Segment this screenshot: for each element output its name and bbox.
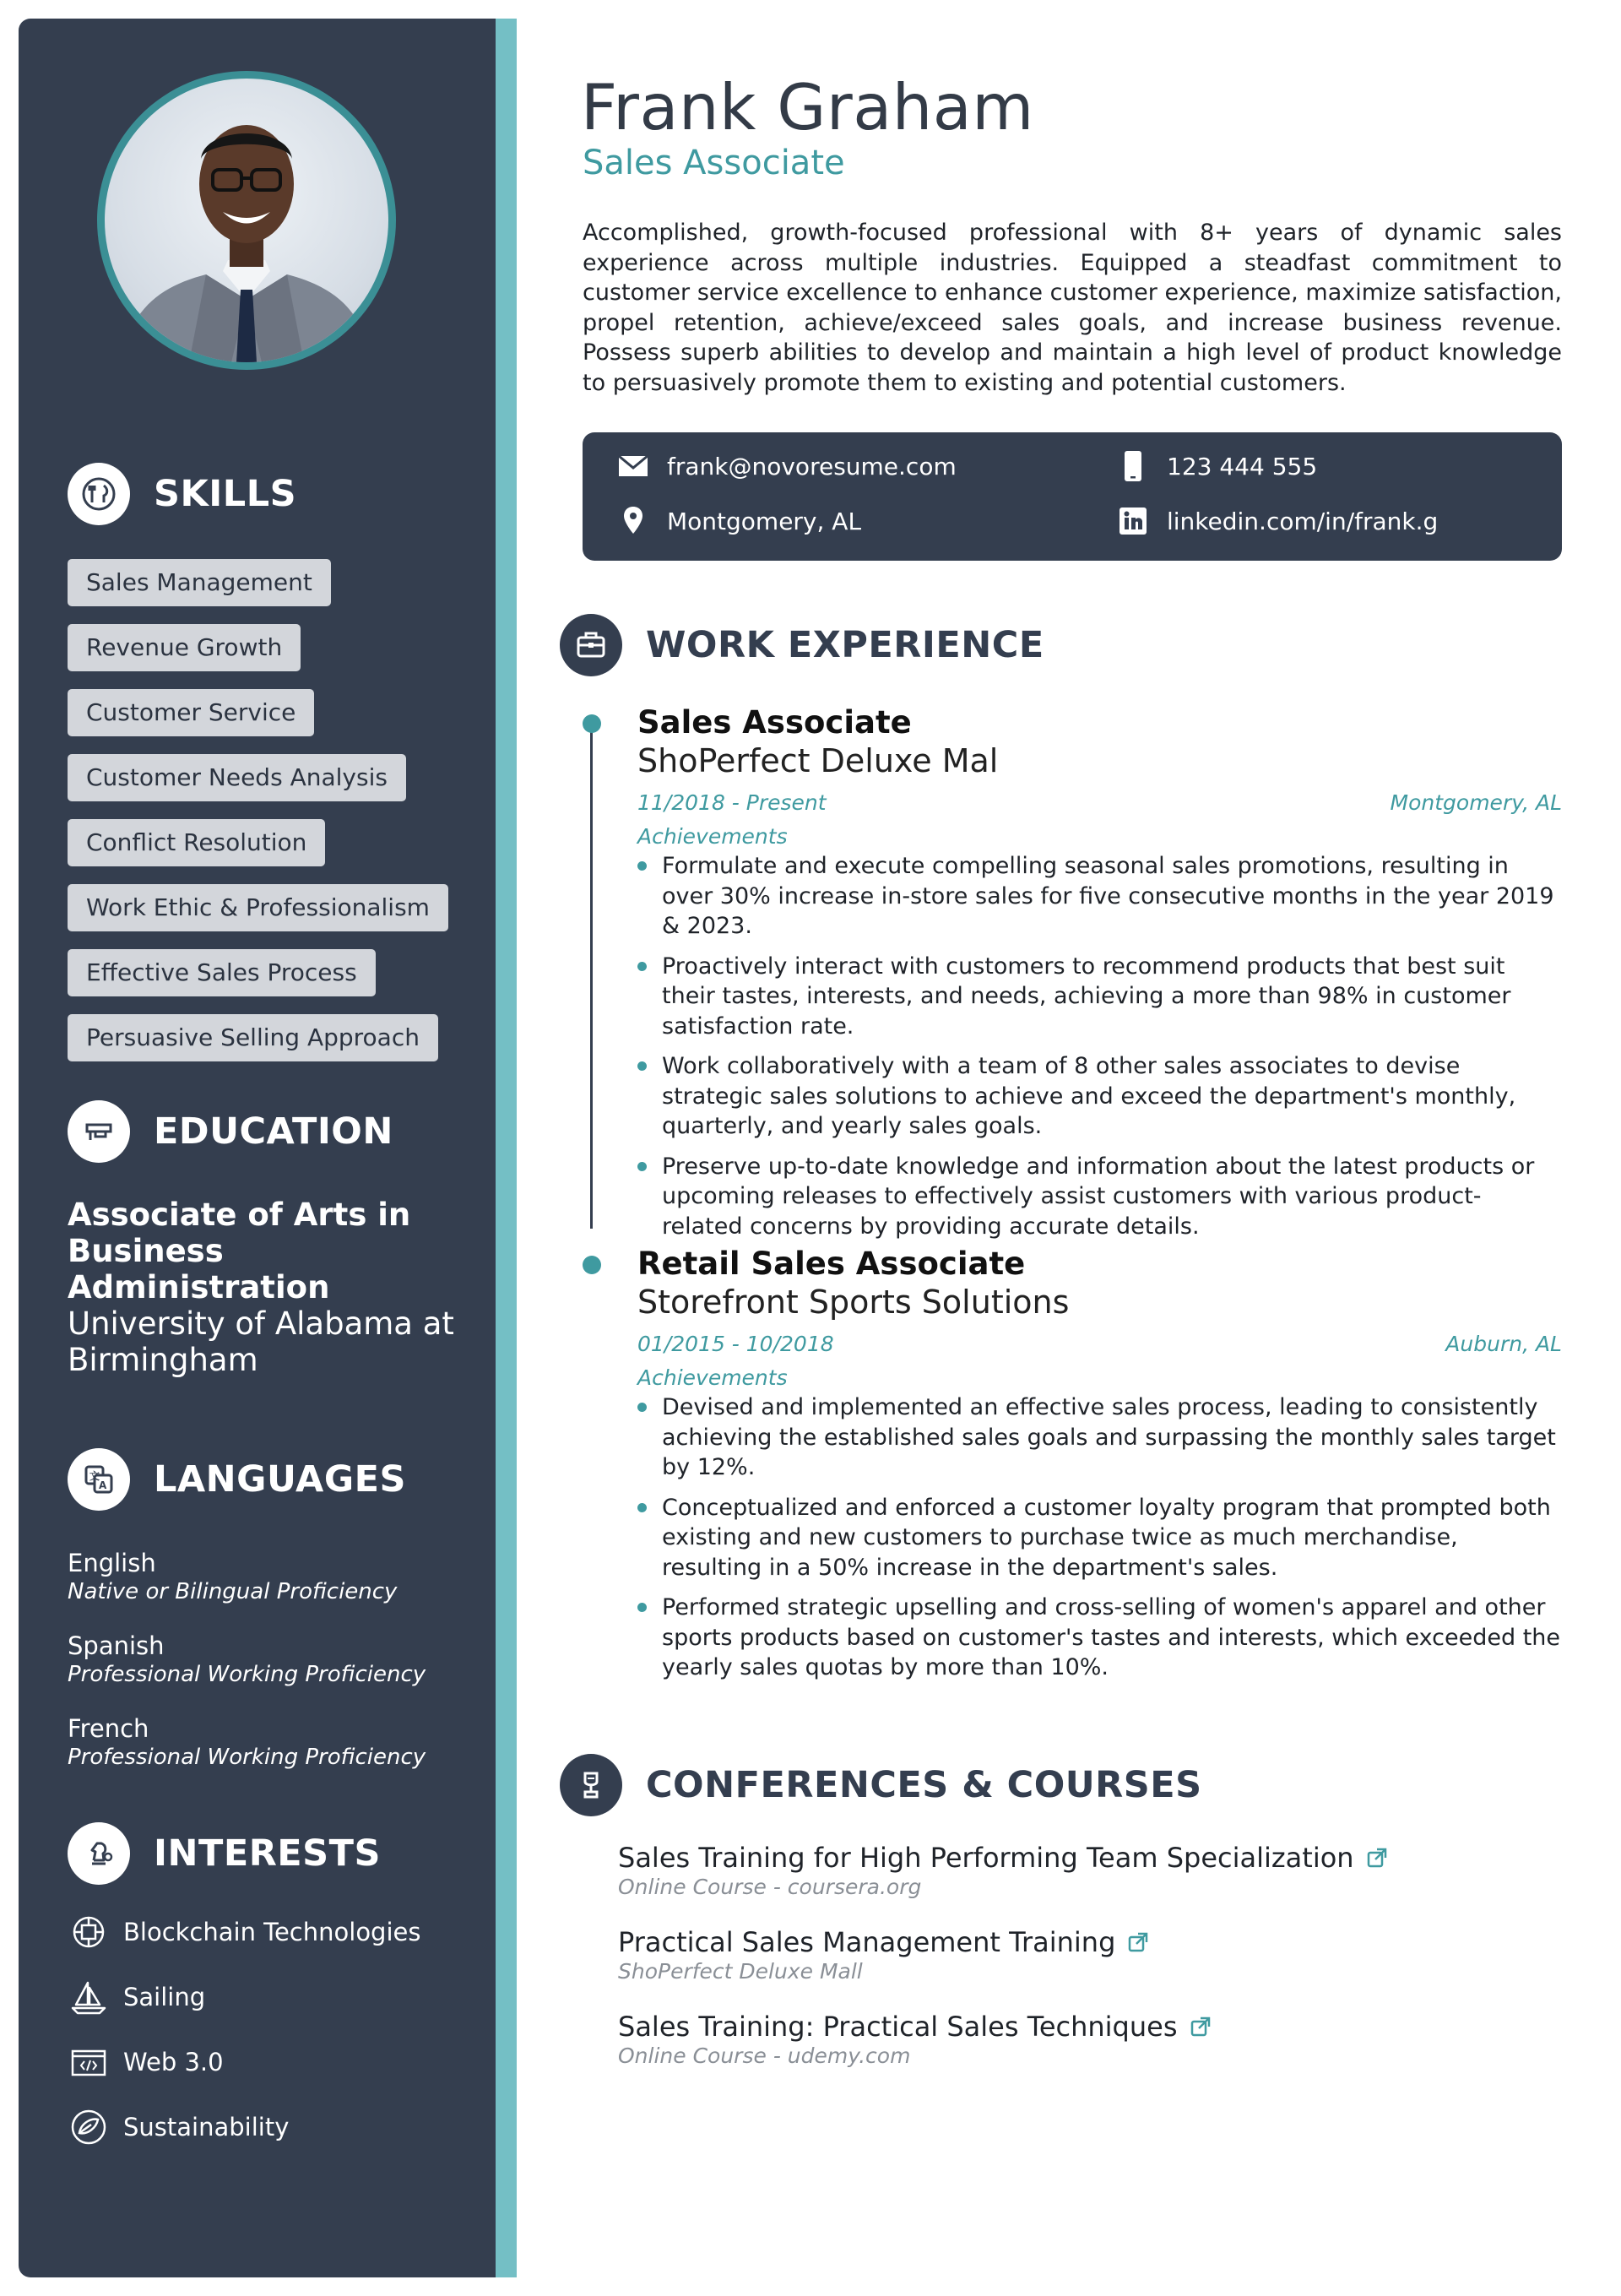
- code-window-icon: [68, 2041, 110, 2083]
- work-experience-title: WORK EXPERIENCE: [646, 624, 1044, 666]
- contact-phone[interactable]: [1116, 449, 1317, 483]
- achievements-label: Achievements: [637, 1365, 788, 1390]
- translate-icon: [68, 1448, 130, 1511]
- location-text: Montgomery, AL: [667, 507, 862, 535]
- skill-tag: Customer Service: [68, 689, 314, 736]
- job-dates: 11/2018 - Present: [637, 790, 827, 815]
- candidate-title: Sales Associate: [583, 144, 845, 182]
- sidebar-accent-stripe: [496, 19, 517, 2277]
- interest-label: Blockchain Technologies: [123, 1918, 421, 1946]
- graduation-cap-icon: [68, 1100, 130, 1163]
- course-title-row[interactable]: [618, 1925, 1547, 1959]
- course-title-row[interactable]: [618, 1841, 1547, 1875]
- interest-label: Web 3.0: [123, 2048, 224, 2076]
- languages-header: [68, 1448, 406, 1511]
- course-item: [618, 2010, 1547, 2069]
- language-item: [68, 1713, 464, 1771]
- skill-tag: Revenue Growth: [68, 624, 301, 671]
- language-name: French: [68, 1714, 149, 1743]
- job-entry: [637, 1246, 1562, 1693]
- achievement-item: Devised and implemented an effective sales process, leading to consistently achieving the established sales goals and surpassing the monthly sales target by 12%.: [637, 1392, 1562, 1483]
- skill-tag: Effective Sales Process: [68, 949, 376, 996]
- candidate-name: Frank Graham: [581, 70, 1034, 144]
- skills-header: [68, 463, 296, 525]
- job-company: Storefront Sports Solutions: [637, 1284, 1070, 1321]
- language-item: [68, 1631, 464, 1688]
- job-title: Sales Associate: [637, 704, 912, 741]
- job-company: ShoPerfect Deluxe Mal: [637, 742, 999, 779]
- interest-item: [68, 1975, 464, 2019]
- course-title-row[interactable]: [618, 2010, 1547, 2044]
- course-name[interactable]: Sales Training for High Performing Team Specialization: [618, 1842, 1354, 1874]
- courses-title: CONFERENCES & COURSES: [646, 1764, 1202, 1806]
- blockchain-icon: [68, 1911, 110, 1953]
- skill-tag: Conflict Resolution: [68, 819, 325, 866]
- language-level: Professional Working Proficiency: [68, 1662, 426, 1687]
- achievement-item: Proactively interact with customers to recommend products that best suit their tastes, interests, and needs, achieving a more than 98% in customer satisfaction rate.: [637, 952, 1562, 1042]
- language-item: [68, 1548, 464, 1605]
- contact-location: [616, 504, 861, 538]
- job-dates: 01/2015 - 10/2018: [637, 1332, 834, 1356]
- profile-summary: Accomplished, growth-focused professional with 8+ years of dynamic sales experience across multiple industries. Equipped a steadfast commitment to customer service excellence to enhance customer experience, maximize satisfaction, propel retention, achieve/exceed sales goals, and increase business revenue. Possess superb abilities to develop and maintain a high level of product knowledge to persuasively promote them to existing and potential customers.: [583, 220, 1562, 396]
- external-link-icon[interactable]: [1366, 1847, 1388, 1869]
- courses-list: [618, 1841, 1547, 2094]
- language-name: English: [68, 1549, 156, 1577]
- achievements-list: [637, 851, 1562, 1241]
- timeline-dot: [583, 1256, 601, 1274]
- achievement-item: Preserve up-to-date knowledge and information about the latest products or upcoming releases to effectively assist customers with various product-related concerns by providing accurate details.: [637, 1152, 1562, 1242]
- course-name[interactable]: Practical Sales Management Training: [618, 1926, 1116, 1958]
- achievement-item: Conceptualized and enforced a customer loyalty program that prompted both existing and new customers to purchase twice as much merchandise, resulting in a 50% increase in the department's sales.: [637, 1493, 1562, 1583]
- skill-tag: Persuasive Selling Approach: [68, 1014, 438, 1061]
- job-title: Retail Sales Associate: [637, 1246, 1026, 1282]
- linkedin-icon: [1116, 504, 1150, 538]
- svg-text:A: A: [99, 1479, 107, 1491]
- linkedin-text: linkedin.com/in/frank.g: [1167, 507, 1439, 535]
- timeline-line: [590, 718, 593, 1229]
- course-source: Online Course - coursera.org: [618, 1875, 922, 1899]
- education-title: EDUCATION: [154, 1110, 393, 1153]
- courses-header: [560, 1754, 1202, 1816]
- course-name[interactable]: Sales Training: Practical Sales Techniques: [618, 2011, 1178, 2043]
- language-level: Native or Bilingual Proficiency: [68, 1579, 398, 1604]
- external-link-icon[interactable]: [1190, 2016, 1212, 2038]
- course-source: Online Course - udemy.com: [618, 2044, 911, 2068]
- profile-photo: [105, 79, 388, 362]
- external-link-icon[interactable]: [1127, 1931, 1149, 1953]
- degree: Associate of Arts in Business Administration: [68, 1197, 411, 1305]
- job-meta: [637, 789, 1562, 817]
- language-level: Professional Working Proficiency: [68, 1745, 426, 1770]
- contact-box: [583, 432, 1562, 561]
- map-pin-icon: [616, 504, 650, 538]
- interest-item: [68, 2105, 464, 2149]
- languages-title: LANGUAGES: [154, 1458, 406, 1501]
- course-item: [618, 1925, 1547, 1984]
- school: University of Alabama at Birmingham: [68, 1305, 454, 1378]
- interests-list: [68, 1910, 464, 2170]
- globe-leaf-icon: [68, 2106, 110, 2148]
- profile-photo-frame: [97, 71, 396, 370]
- interest-item: [68, 2040, 464, 2084]
- language-name: Spanish: [68, 1631, 165, 1660]
- education-header: [68, 1100, 393, 1163]
- sailboat-icon: [68, 1976, 110, 2018]
- tools-icon: [68, 463, 130, 525]
- languages-list: [68, 1548, 464, 1796]
- person-portrait-illustration: [105, 79, 388, 362]
- interests-header: [68, 1822, 381, 1885]
- email-text: frank@novoresume.com: [667, 452, 957, 480]
- interest-item: [68, 1910, 464, 1954]
- work-experience-header: [560, 614, 1044, 676]
- envelope-icon: [616, 449, 650, 483]
- job-meta: [637, 1330, 1562, 1359]
- briefcase-icon: [560, 614, 622, 676]
- contact-email[interactable]: [616, 449, 957, 483]
- phone-text: 123 444 555: [1167, 452, 1318, 480]
- skills-title: SKILLS: [154, 473, 297, 515]
- svg-text:文: 文: [89, 1470, 100, 1482]
- skill-tag: Customer Needs Analysis: [68, 754, 406, 801]
- chess-knight-icon: [68, 1822, 130, 1885]
- achievements-list: [637, 1392, 1562, 1683]
- skill-tag: Sales Management: [68, 559, 331, 606]
- job-entry: [637, 704, 1562, 1251]
- skill-tag: Work Ethic & Professionalism: [68, 884, 448, 931]
- interest-label: Sailing: [123, 1983, 206, 2011]
- trophy-icon: [560, 1754, 622, 1816]
- course-item: [618, 1841, 1547, 1900]
- education-entry: [68, 1197, 464, 1378]
- course-source: ShoPerfect Deluxe Mall: [618, 1959, 863, 1984]
- achievement-item: Work collaboratively with a team of 8 other sales associates to devise strategic sales solutions to achieve and exceed the department's monthly, quarterly, and yearly sales goals.: [637, 1051, 1562, 1142]
- interest-label: Sustainability: [123, 2113, 290, 2141]
- achievement-item: Performed strategic upselling and cross-selling of women's apparel and other sports products based on customer's tastes and interests, which exceeded the yearly sales quotas by more than 10%.: [637, 1593, 1562, 1683]
- skills-list: [68, 559, 473, 1079]
- achievement-item: Formulate and execute compelling seasonal sales promotions, resulting in over 30% increase in-store sales for five consecutive months in the year 2019 & 2023.: [637, 851, 1562, 942]
- achievements-label: Achievements: [637, 824, 788, 849]
- contact-linkedin[interactable]: [1116, 504, 1438, 538]
- mobile-phone-icon: [1116, 449, 1150, 483]
- job-location: Montgomery, AL: [1390, 790, 1562, 815]
- job-location: Auburn, AL: [1445, 1332, 1562, 1356]
- timeline-dot: [583, 714, 601, 733]
- interests-title: INTERESTS: [154, 1832, 381, 1875]
